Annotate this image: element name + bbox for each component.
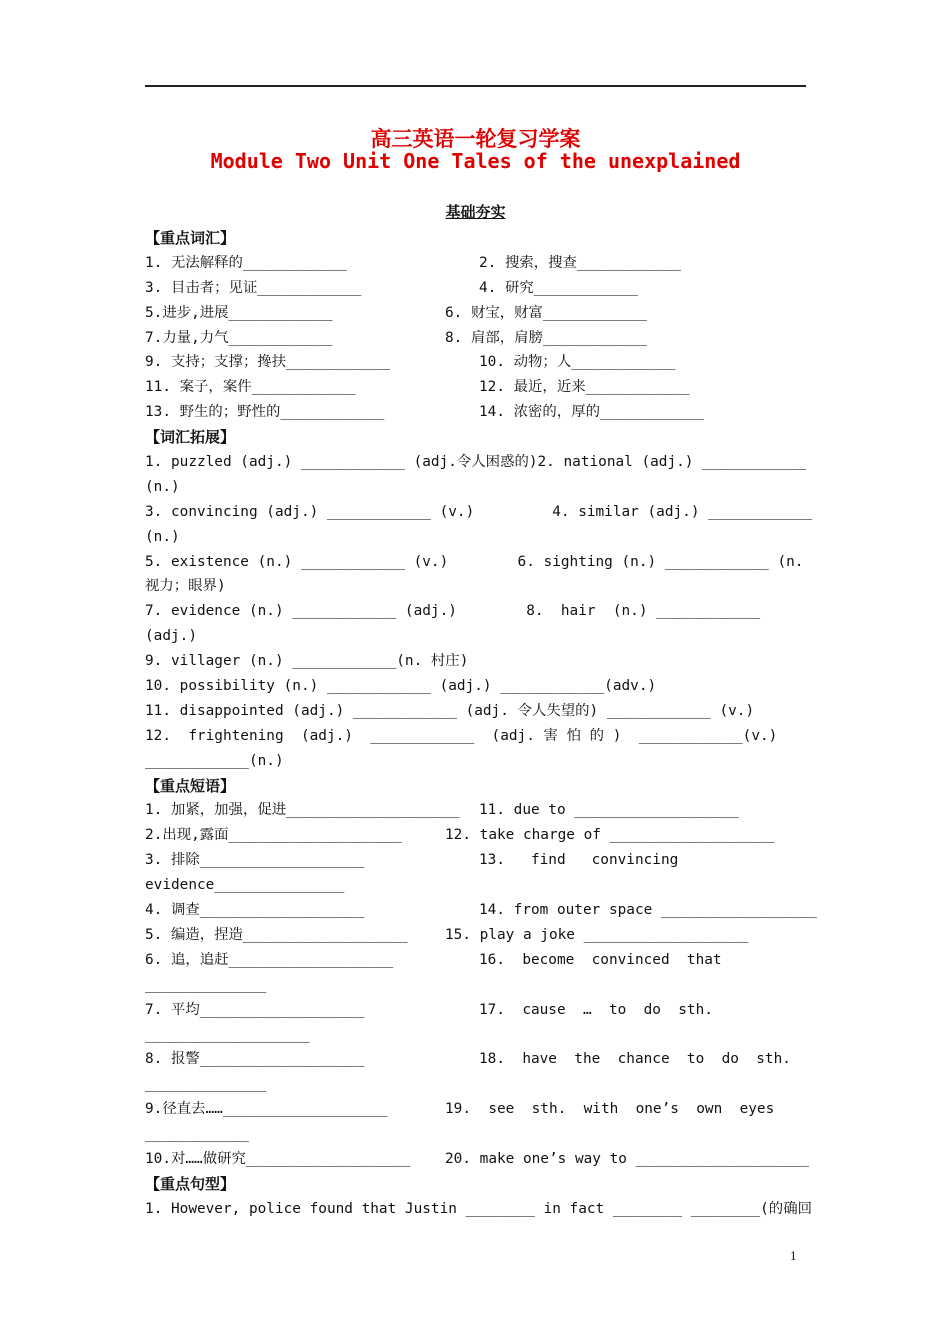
- phrase-row: 2.出现,露面____________________ 12. take charge of ___________________: [145, 827, 775, 844]
- expand-line: 7. evidence (n.) ____________ (adj.) 8. hair (n.) ____________: [145, 603, 761, 620]
- title-chinese: 高三英语一轮复习学案: [370, 127, 581, 151]
- phrase-row: 10.对……做研究___________________ 20. make one’s way to ____________________: [145, 1150, 809, 1167]
- title-english: Module Two Unit One Tales of the unexplained: [210, 149, 741, 173]
- phrase-row: ______________: [145, 1076, 267, 1093]
- section-heading-sentences: 【重点句型】: [145, 1174, 236, 1193]
- worksheet-body: [145, 226, 817, 1222]
- expand-line: (n.): [145, 528, 180, 545]
- section-heading-expand: 【词汇拓展】: [145, 428, 236, 447]
- phrase-row: 5. 编造，捏造___________________ 15. play a joke ___________________: [145, 926, 749, 943]
- sentence-line: 1. However, police found that Justin ________ in fact ________ ________(的确回: [145, 1200, 812, 1217]
- section-heading-phrases: 【重点短语】: [145, 776, 236, 795]
- phrase-row: 1. 加紧，加强，促进____________________ 11. due to ___________________: [145, 802, 739, 819]
- phrase-row: ______________: [145, 976, 267, 993]
- vocab-row: 13. 野生的；野性的____________ 14. 浓密的，厚的____________: [145, 404, 704, 421]
- phrase-row: ___________________: [145, 1026, 310, 1043]
- phrase-row: 3. 排除___________________ 13. find convincing: [145, 852, 679, 869]
- phrase-row: 9.径直去……___________________ 19. see sth. with one’s own eyes: [145, 1101, 775, 1118]
- expand-line: 10. possibility (n.) ____________ (adj.) ____________(adv.): [145, 678, 657, 695]
- phrase-row: 6. 追，追赶___________________ 16. become convinced that: [145, 951, 722, 968]
- vocab-row: 11. 案子，案件____________ 12. 最近，近来____________: [145, 379, 690, 396]
- header-rule: [145, 85, 806, 87]
- vocab-row: 7.力量,力气____________ 8. 肩部，肩膀____________: [145, 329, 647, 346]
- expand-line: 12. frightening (adj.) ____________ (adj. 害 怕 的 ) ____________(v.): [145, 727, 778, 744]
- expand-line: 5. existence (n.) ____________ (v.) 6. sighting (n.) ____________ (n.: [145, 553, 804, 570]
- expand-line: 9. villager (n.) ____________(n. 村庄): [145, 653, 469, 670]
- section-main-heading: 基础夯实: [445, 203, 506, 221]
- phrase-row: ____________: [145, 1126, 249, 1143]
- vocab-row: 9. 支持；支撑；搀扶____________ 10. 动物；人____________: [145, 354, 676, 371]
- section-heading-vocab: 【重点词汇】: [145, 229, 236, 247]
- expand-line: 1. puzzled (adj.) ____________ (adj.令人困惑的)2. national (adj.) ____________: [145, 454, 807, 471]
- expand-line: (n.): [145, 478, 180, 495]
- phrase-row: evidence_______________: [145, 877, 345, 894]
- expand-line: 视力；眼界): [145, 578, 226, 595]
- vocab-row: 1. 无法解释的____________ 2. 搜索，搜查____________: [145, 254, 681, 271]
- vocab-row: 5.进步,进展____________ 6. 财宝，财富____________: [145, 304, 647, 321]
- phrase-row: 8. 报警___________________ 18. have the chance to do sth.: [145, 1051, 791, 1068]
- expand-line: 3. convincing (adj.) ____________ (v.) 4. similar (adj.) ____________: [145, 503, 813, 520]
- expand-line: ____________(n.): [145, 752, 284, 769]
- page-number: 1: [790, 1248, 797, 1263]
- expand-line: 11. disappointed (adj.) ____________ (adj. 令人失望的) ____________ (v.): [145, 702, 755, 719]
- phrase-row: 7. 平均___________________ 17. cause … to do sth.: [145, 1001, 713, 1018]
- vocab-row: 3. 目击者；见证____________ 4. 研究____________: [145, 279, 638, 296]
- expand-line: (adj.): [145, 628, 197, 645]
- phrase-row: 4. 调查___________________ 14. from outer space __________________: [145, 902, 817, 919]
